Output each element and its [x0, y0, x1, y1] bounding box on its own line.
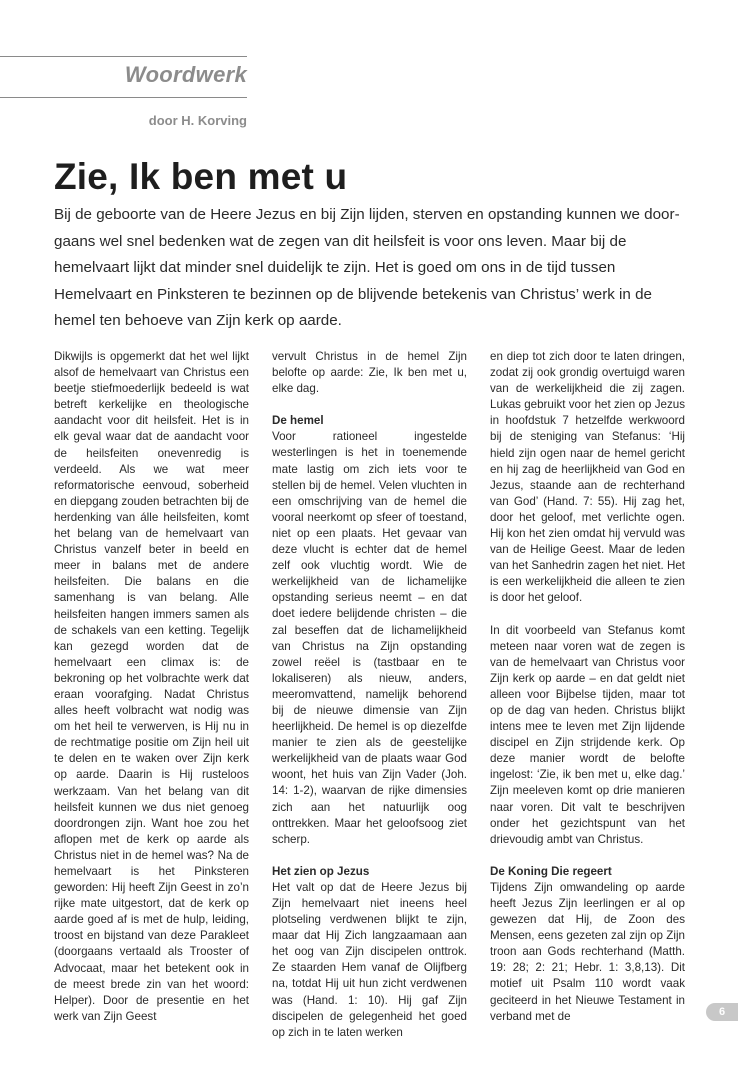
- subheading-de-hemel: De hemel: [272, 414, 324, 428]
- subheading-de-koning-die-regeert: De Koning Die regeert: [490, 864, 612, 878]
- section-title: Woordwerk: [124, 62, 247, 87]
- text-column-1: [54, 349, 249, 1025]
- text-column-3: [490, 349, 685, 1025]
- subheading-het-zien-op-jezus: Het zien op Jezus: [272, 864, 370, 878]
- paragraph: Tijdens Zijn omwandeling op aarde heeft Jezus Zijn leerlingen er al op gewezen dat Hij, de Zoon des Mensen, eens gezeten zal zijn op Zijn troon aan Gods rechterhand (Matth. 19: 28; 2: 21; Hebr. 1: 3,8,13). Dit motief uit Psalm 110 wordt vaak geciteerd in het Nieuwe Testament in verband met de: [490, 880, 685, 1023]
- article-intro: Bij de geboorte van de Heere Jezus en bij Zijn lijden, sterven en opstanding kunnen we doorgaans wel snel bedenken wat de zegen van dit heilsfeit is voor ons leven. Maar bij de hemelvaart lijkt dat minder snel duidelijk te zijn. Het is goed om ons in de tijd tussen Hemelvaart en Pinksteren te bezinnen op de blijvende betekenis van Christus’ werk in de hemel ten behoeve van Zijn kerk op aarde.: [54, 206, 680, 329]
- header-rule-top: [0, 56, 247, 57]
- text-column-2: [272, 349, 467, 1041]
- paragraph: Voor rationeel ingestelde westerlingen is het in toenemende mate lastig om zich iets voor te stellen bij de hemel. Velen vluchten in een omschrijving van de hemel die vooral neerkomt op sfeer of toestand, niet op een plaats. Het gevaar van deze vlucht is echter dat de hemel zelf ook vluchtig wordt. Wie de werkelijkheid van de lichamelijke opstanding serieus neemt – en dat doet iedere belijdende christen – die zal beseffen dat de lichamelijkheid van Christus na Zijn opstanding zowel reëel is (tastbaar en te lokaliseren) als nieuw, anders, meeromvattend, namelijk behorend bij de nieuwe dimensie van Zijn heerlijkheid. De hemel is op diezelfde manier te zien als de geestelijke werkelijkheid van de plaats waar God woont, het huis van Zijn Vader (Joh. 14: 1-2), waarvan de rijke dimensies zich aan het natuurlijk oog onttrekken. Maar het geloofsoog ziet scherp.: [272, 430, 467, 846]
- article-headline: Zie, Ik ben met u: [54, 156, 348, 197]
- paragraph: en diep tot zich door te laten dringen, zodat zij ook grondig overtuigd waren van de werkelijkheid die zij zagen. Lukas gebruikt voor het zien op Jezus in hoofdstuk 7 hetzelfde werkwoord bij de steniging van Stefanus: ‘Hij hield zijn ogen naar de hemel gericht en hij zag de heerlijkheid van God en Jezus, staande aan de rechterhand van God’ (Hand. 7: 55). Hij zag het, door het geloof, met verlichte ogen. Hij kon het zien omdat hij vervuld was van de Heilige Geest. Maar de leden van het Sanhedrin zagen het niet. Het is een werkelijkheid die alleen te zien is door het geloof.: [490, 350, 685, 605]
- paragraph-spacer: [490, 848, 685, 864]
- paragraph-spacer: [272, 848, 467, 864]
- author-byline: door H. Korving: [148, 113, 247, 128]
- page-number-tab: 6: [706, 1003, 738, 1021]
- paragraph: Het valt op dat de Heere Jezus bij Zijn hemelvaart niet ineens heel plotseling verdwenen blijkt te zijn, maar dat Hij Zich langzaamaan aan het oog van Zijn discipelen onttrok. Ze staarden Hem vanaf de Olijfberg na, totdat Hij uit hun zicht verdwenen was (Hand. 1: 10). Hij gaf Zijn discipelen de gelegenheid het goed op zich in te laten werken: [272, 880, 467, 1039]
- header-rule-bottom: [0, 97, 247, 98]
- paragraph: vervult Christus in de hemel Zijn belofte op aarde: Zie, Ik ben met u, elke dag.: [272, 350, 467, 396]
- paragraph: Dikwijls is opgemerkt dat het wel lijkt alsof de hemelvaart van Christus een beetje stiefmoederlijk bedeeld is wat betreft kerkelijke en theologische aandacht voor dit heilsfeit. Het is in elk geval waar dat de aandacht voor de heilsfeiten onevenredig is verdeeld. Als we wat meer reformatorische eenvoud, soberheid en diepgang zouden betrachten bij de herdenking van álle heilsfeiten, komt het belang van de hemelvaart van Christus vanzelf beter in beeld en meer in balans met de andere heilsfeiten. Die balans en die samenhang is van belang. Alle heilsfeiten hangen immers samen als de schakels van een ketting. Tegelijk kan gezegd worden dat de hemelvaart een climax is: de bekroning op het volbrachte werk dat eraan voorafging. Nadat Christus alles heeft volbracht wat nodig was om het heil te verwerven, is Hij nu in de rechtmatige positie om Zijn heil uit te delen en te waken over Zijn kerk op aarde. Daarin is Hij rusteloos werkzaam. Van het belang van dit heilsfeit kunnen we dus niet genoeg doordrongen zijn. Want hoe zou het aflopen met de kerk op aarde als Christus niet in de hemel was? Na de hemelvaart is het Pinksteren geworden: Hij heeft Zijn Geest in zo’n rijke mate uitgestort, dat de kerk op aarde goed af is met de hulp, leiding, troost en bijstand van deze Parakleet (doorgaans vertaald als Trooster of Advocaat, maar het betekent ook in de meest brede zin van het woord: Helper). Door de presentie en het werk van Zijn Geest: [54, 350, 249, 1023]
- paragraph-spacer: [272, 397, 467, 413]
- paragraph: In dit voorbeeld van Stefanus komt meteen naar voren wat de zegen is van de hemelvaart van Christus voor Zijn kerk op aarde – en dat geldt niet alleen voor Bijbelse tijden, maar tot op de dag van heden. Christus blijkt intens mee te leven met Zijn lijdende discipel en Zijn strijdende kerk. Op deze manier wordt de belofte ingelost: ‘Zie, ik ben met u, elke dag.’ Zijn meeleven komt op drie manieren naar voren. Dit valt te beschrijven onder het gezichtspunt van het drievoudig ambt van Christus.: [490, 623, 685, 846]
- paragraph-spacer: [490, 607, 685, 623]
